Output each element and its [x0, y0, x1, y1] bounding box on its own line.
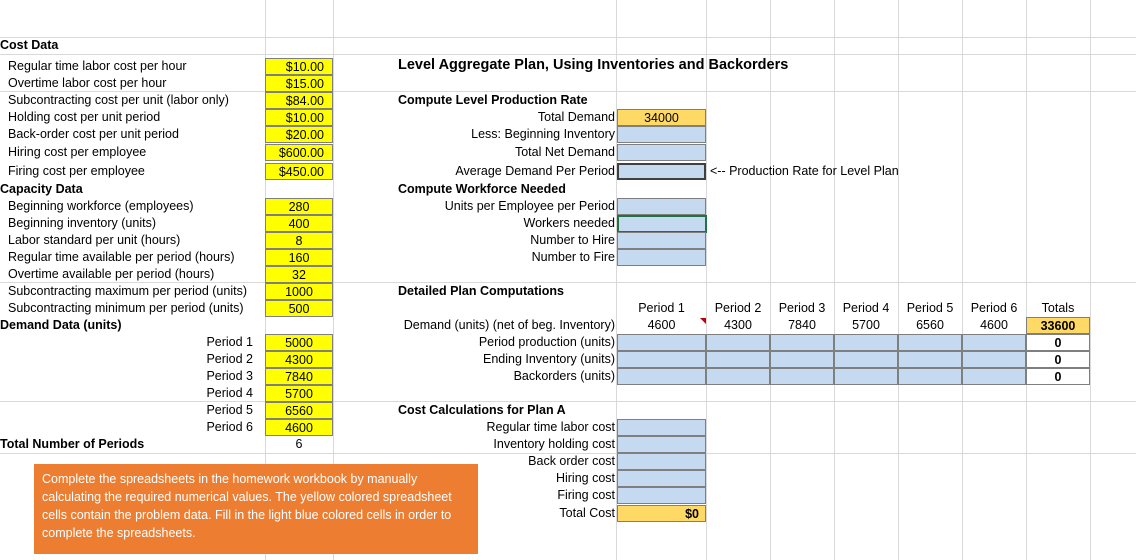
- ending-inventory-p5[interactable]: [898, 351, 962, 368]
- cost-data-heading: Cost Data: [0, 38, 59, 52]
- production-p6[interactable]: [962, 334, 1026, 351]
- ending-inventory-p3[interactable]: [770, 351, 834, 368]
- capacity-label-inventory: Beginning inventory (units): [8, 216, 156, 230]
- period-header-3: Period 3: [778, 301, 826, 315]
- number-to-hire-label: Number to Hire: [530, 233, 615, 247]
- demand-net-total[interactable]: 33600: [1026, 317, 1090, 334]
- backorders-total[interactable]: 0: [1026, 368, 1090, 385]
- production-p3[interactable]: [770, 334, 834, 351]
- hiring-cost-label: Hiring cost: [555, 471, 615, 485]
- demand-value-period-2[interactable]: 4300: [265, 351, 333, 368]
- regular-labor-cost-input[interactable]: [617, 419, 706, 436]
- inventory-holding-cost-label: Inventory holding cost: [493, 437, 615, 451]
- production-p5[interactable]: [898, 334, 962, 351]
- capacity-label-sub-max: Subcontracting maximum per period (units): [8, 284, 247, 298]
- demand-value-period-3[interactable]: 7840: [265, 368, 333, 385]
- capacity-label-labor-standard: Labor standard per unit (hours): [8, 233, 181, 247]
- total-net-demand-input[interactable]: [617, 144, 706, 161]
- cost-label-backorder: Back-order cost per unit period: [8, 127, 179, 141]
- cost-value-firing[interactable]: $450.00: [265, 163, 333, 180]
- backorders-p4[interactable]: [834, 368, 898, 385]
- cost-label-holding: Holding cost per unit period: [8, 110, 161, 124]
- capacity-value-inventory[interactable]: 400: [265, 215, 333, 232]
- detailed-plan-heading: Detailed Plan Computations: [398, 284, 564, 298]
- workers-needed-input[interactable]: [617, 215, 707, 233]
- level-rate-heading: Compute Level Production Rate: [398, 93, 588, 107]
- demand-data-heading: Demand Data (units): [0, 318, 122, 332]
- plan-title: Level Aggregate Plan, Using Inventories and Backorders: [398, 57, 789, 73]
- total-demand-value[interactable]: 34000: [617, 109, 706, 126]
- ending-inventory-total[interactable]: 0: [1026, 351, 1090, 368]
- capacity-value-overtime[interactable]: 32: [265, 266, 333, 283]
- less-beginning-inventory-label: Less: Beginning Inventory: [471, 127, 615, 141]
- cost-label-subcontract: Subcontracting cost per unit (labor only): [8, 93, 229, 107]
- back-order-cost-input[interactable]: [617, 453, 706, 470]
- demand-label-period-1: Period 1: [206, 335, 253, 349]
- capacity-value-regular-time[interactable]: 160: [265, 249, 333, 266]
- production-total[interactable]: 0: [1026, 334, 1090, 351]
- cost-calc-heading: Cost Calculations for Plan A: [398, 403, 566, 417]
- inventory-holding-cost-input[interactable]: [617, 436, 706, 453]
- demand-value-period-6[interactable]: 4600: [265, 419, 333, 436]
- capacity-label-workforce: Beginning workforce (employees): [8, 199, 194, 213]
- hiring-cost-input[interactable]: [617, 470, 706, 487]
- less-beginning-inventory-input[interactable]: [617, 126, 706, 143]
- total-demand-label: Total Demand: [537, 110, 615, 124]
- demand-net-p4[interactable]: 5700: [852, 318, 880, 332]
- production-p2[interactable]: [706, 334, 770, 351]
- total-periods-value[interactable]: 6: [295, 437, 303, 451]
- demand-value-period-4[interactable]: 5700: [265, 385, 333, 402]
- production-p4[interactable]: [834, 334, 898, 351]
- demand-label-period-6: Period 6: [206, 420, 253, 434]
- demand-label-period-3: Period 3: [206, 369, 253, 383]
- demand-value-period-5[interactable]: 6560: [265, 402, 333, 419]
- backorders-label: Backorders (units): [513, 369, 615, 383]
- workforce-heading: Compute Workforce Needed: [398, 182, 566, 196]
- totals-header: Totals: [1041, 301, 1075, 315]
- period-header-5: Period 5: [906, 301, 954, 315]
- demand-label-period-2: Period 2: [206, 352, 253, 366]
- capacity-value-labor-standard[interactable]: 8: [265, 232, 333, 249]
- instruction-note: Complete the spreadsheets in the homework workbook by manually calculating the required numerical values. The yellow colored spreadsheet cells contain the problem data. Fill in the light blue colored cells in order to complete the spreadsheets.: [34, 464, 478, 554]
- period-header-4: Period 4: [842, 301, 890, 315]
- units-per-employee-label: Units per Employee per Period: [444, 199, 615, 213]
- ending-inventory-p6[interactable]: [962, 351, 1026, 368]
- units-per-employee-input[interactable]: [617, 198, 706, 215]
- total-net-demand-label: Total Net Demand: [514, 145, 615, 159]
- demand-net-p3[interactable]: 7840: [788, 318, 816, 332]
- backorders-p6[interactable]: [962, 368, 1026, 385]
- cost-value-overtime[interactable]: $15.00: [265, 75, 333, 92]
- cost-value-holding[interactable]: $10.00: [265, 109, 333, 126]
- demand-net-p5[interactable]: 6560: [916, 318, 944, 332]
- avg-demand-label: Average Demand Per Period: [455, 164, 615, 178]
- backorders-p3[interactable]: [770, 368, 834, 385]
- number-to-fire-label: Number to Fire: [531, 250, 615, 264]
- ending-inventory-p1[interactable]: [617, 351, 706, 368]
- backorders-p1[interactable]: [617, 368, 706, 385]
- backorders-p5[interactable]: [898, 368, 962, 385]
- demand-net-p1[interactable]: 4600: [647, 318, 676, 332]
- capacity-value-workforce[interactable]: 280: [265, 198, 333, 215]
- production-label: Period production (units): [478, 335, 615, 349]
- cost-value-hiring[interactable]: $600.00: [265, 144, 333, 161]
- period-header-6: Period 6: [970, 301, 1018, 315]
- regular-labor-cost-label: Regular time labor cost: [486, 420, 615, 434]
- capacity-value-sub-max[interactable]: 1000: [265, 283, 333, 300]
- period-header-1: Period 1: [638, 301, 685, 315]
- ending-inventory-label: Ending Inventory (units): [482, 352, 615, 366]
- production-p1[interactable]: [617, 334, 706, 351]
- number-to-hire-input[interactable]: [617, 232, 706, 249]
- backorders-p2[interactable]: [706, 368, 770, 385]
- cost-value-subcontract[interactable]: $84.00: [265, 92, 333, 109]
- cost-label-regular: Regular time labor cost per hour: [8, 59, 187, 73]
- demand-label-period-5: Period 5: [206, 403, 253, 417]
- cost-label-firing: Firing cost per employee: [8, 164, 145, 178]
- cost-value-backorder[interactable]: $20.00: [265, 126, 333, 143]
- back-order-cost-label: Back order cost: [528, 454, 615, 468]
- workers-needed-label: Workers needed: [523, 216, 615, 230]
- cost-label-overtime: Overtime labor cost per hour: [8, 76, 167, 90]
- total-periods-label: Total Number of Periods: [0, 437, 145, 451]
- ending-inventory-p2[interactable]: [706, 351, 770, 368]
- demand-net-p6[interactable]: 4600: [980, 318, 1008, 332]
- avg-demand-input[interactable]: [617, 163, 706, 180]
- demand-label-period-4: Period 4: [206, 386, 253, 400]
- total-cost-value[interactable]: $0: [617, 505, 706, 522]
- demand-net-p2[interactable]: 4300: [724, 318, 752, 332]
- capacity-data-heading: Capacity Data: [0, 182, 83, 196]
- ending-inventory-p4[interactable]: [834, 351, 898, 368]
- cost-label-hiring: Hiring cost per employee: [8, 145, 147, 159]
- capacity-label-sub-min: Subcontracting minimum per period (units): [8, 301, 244, 315]
- capacity-label-overtime: Overtime available per period (hours): [8, 267, 215, 281]
- number-to-fire-input[interactable]: [617, 249, 706, 266]
- total-cost-label: Total Cost: [559, 506, 615, 520]
- production-rate-note: <-- Production Rate for Level Plan: [710, 164, 899, 178]
- cost-value-regular[interactable]: $10.00: [265, 58, 333, 75]
- demand-net-label: Demand (units) (net of beg. Inventory): [403, 318, 615, 332]
- capacity-label-regular-time: Regular time available per period (hours): [8, 250, 235, 264]
- capacity-value-sub-min[interactable]: 500: [265, 300, 333, 317]
- firing-cost-input[interactable]: [617, 487, 706, 504]
- firing-cost-label: Firing cost: [557, 488, 615, 502]
- period-header-2: Period 2: [714, 301, 762, 315]
- demand-value-period-1[interactable]: 5000: [265, 334, 333, 351]
